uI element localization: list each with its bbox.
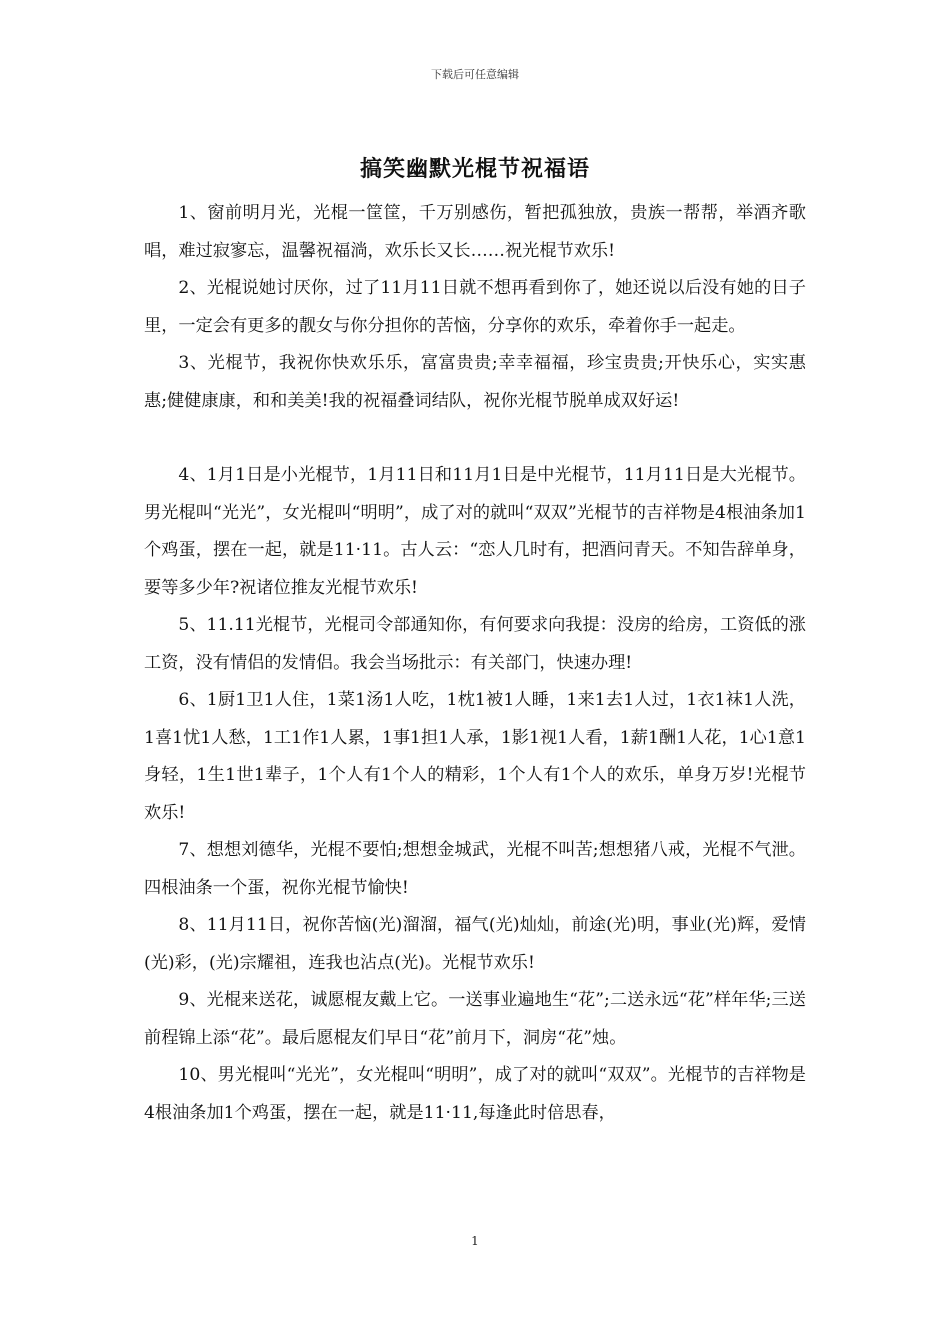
paragraph-5: 5、11.11光棍节，光棍司令部通知你，有何要求向我提：没房的给房，工资低的涨工资，没有情侣的发情侣。我会当场批示：有关部门，快速办理! [144,615,806,673]
paragraph-7: 7、想想刘德华，光棍不要怕;想想金城武，光棍不叫苦;想想猪八戒，光棍不气泄。四根油条一个蛋，祝你光棍节愉快! [144,840,806,898]
page-header: 下载后可任意编辑 [431,68,519,81]
page-number: 1 [471,1234,479,1248]
paragraph-8: 8、11月11日，祝你苦恼(光)溜溜，福气(光)灿灿，前途(光)明，事业(光)辉，爱情(光)彩，(光)宗耀祖，连我也沾点(光)。光棍节欢乐! [144,915,806,973]
paragraph-6: 6、1厨1卫1人住，1菜1汤1人吃，1枕1被1人睡，1来1去1人过，1衣1袜1人洗，1喜1忧1人愁，1工1作1人累，1事1担1人承，1影1视1人看，1薪1酬1人花，1心1意1身轻，1生1世1辈子，1个人有1个人的精彩，1个人有1个人的欢乐，单身万岁!光棍节欢乐! [144,690,806,823]
document-title: 搞笑幽默光棍节祝福语 [359,157,590,182]
paragraph-9: 9、光棍来送花，诚愿棍友戴上它。一送事业遍地生“花”;二送永远“花”样年华;三送前程锦上添“花”。最后愿棍友们早日“花”前月下，洞房“花”烛。 [144,990,806,1048]
paragraph-10: 10、男光棍叫“光光”，女光棍叫“明明”，成了对的就叫“双双”。光棍节的吉祥物是4根油条加1个鸡蛋，摆在一起，就是11·11,每逢此时倍思春， [144,1065,806,1123]
paragraph-2: 2、光棍说她讨厌你，过了11月11日就不想再看到你了，她还说以后没有她的日子里，一定会有更多的靓女与你分担你的苦恼，分享你的欢乐，牵着你手一起走。 [144,278,806,336]
paragraph-3: 3、光棍节，我祝你快欢乐乐，富富贵贵;幸幸福福，珍宝贵贵;开快乐心，实实惠惠;健健康康，和和美美!我的祝福叠词结队，祝你光棍节脱单成双好运! [144,353,806,411]
paragraph-4: 4、1月1日是小光棍节，1月11日和11月1日是中光棍节，11月11日是大光棍节。男光棍叫“光光”，女光棍叫“明明”，成了对的就叫“双双”光棍节的吉祥物是4根油条加1个鸡蛋，摆在一起，就是11·11。古人云：“恋人几时有，把酒问青天。不知告辞单身，要等多少年?祝诸位推友光棍节欢乐! [144,465,806,598]
paragraph-1: 1、窗前明月光，光棍一筐筐，千万别感伤，暂把孤独放，贵族一帮帮，举酒齐歌唱，难过寂寥忘，温馨祝福淌，欢乐长又长……祝光棍节欢乐! [144,203,806,261]
document-body [144,195,806,1132]
